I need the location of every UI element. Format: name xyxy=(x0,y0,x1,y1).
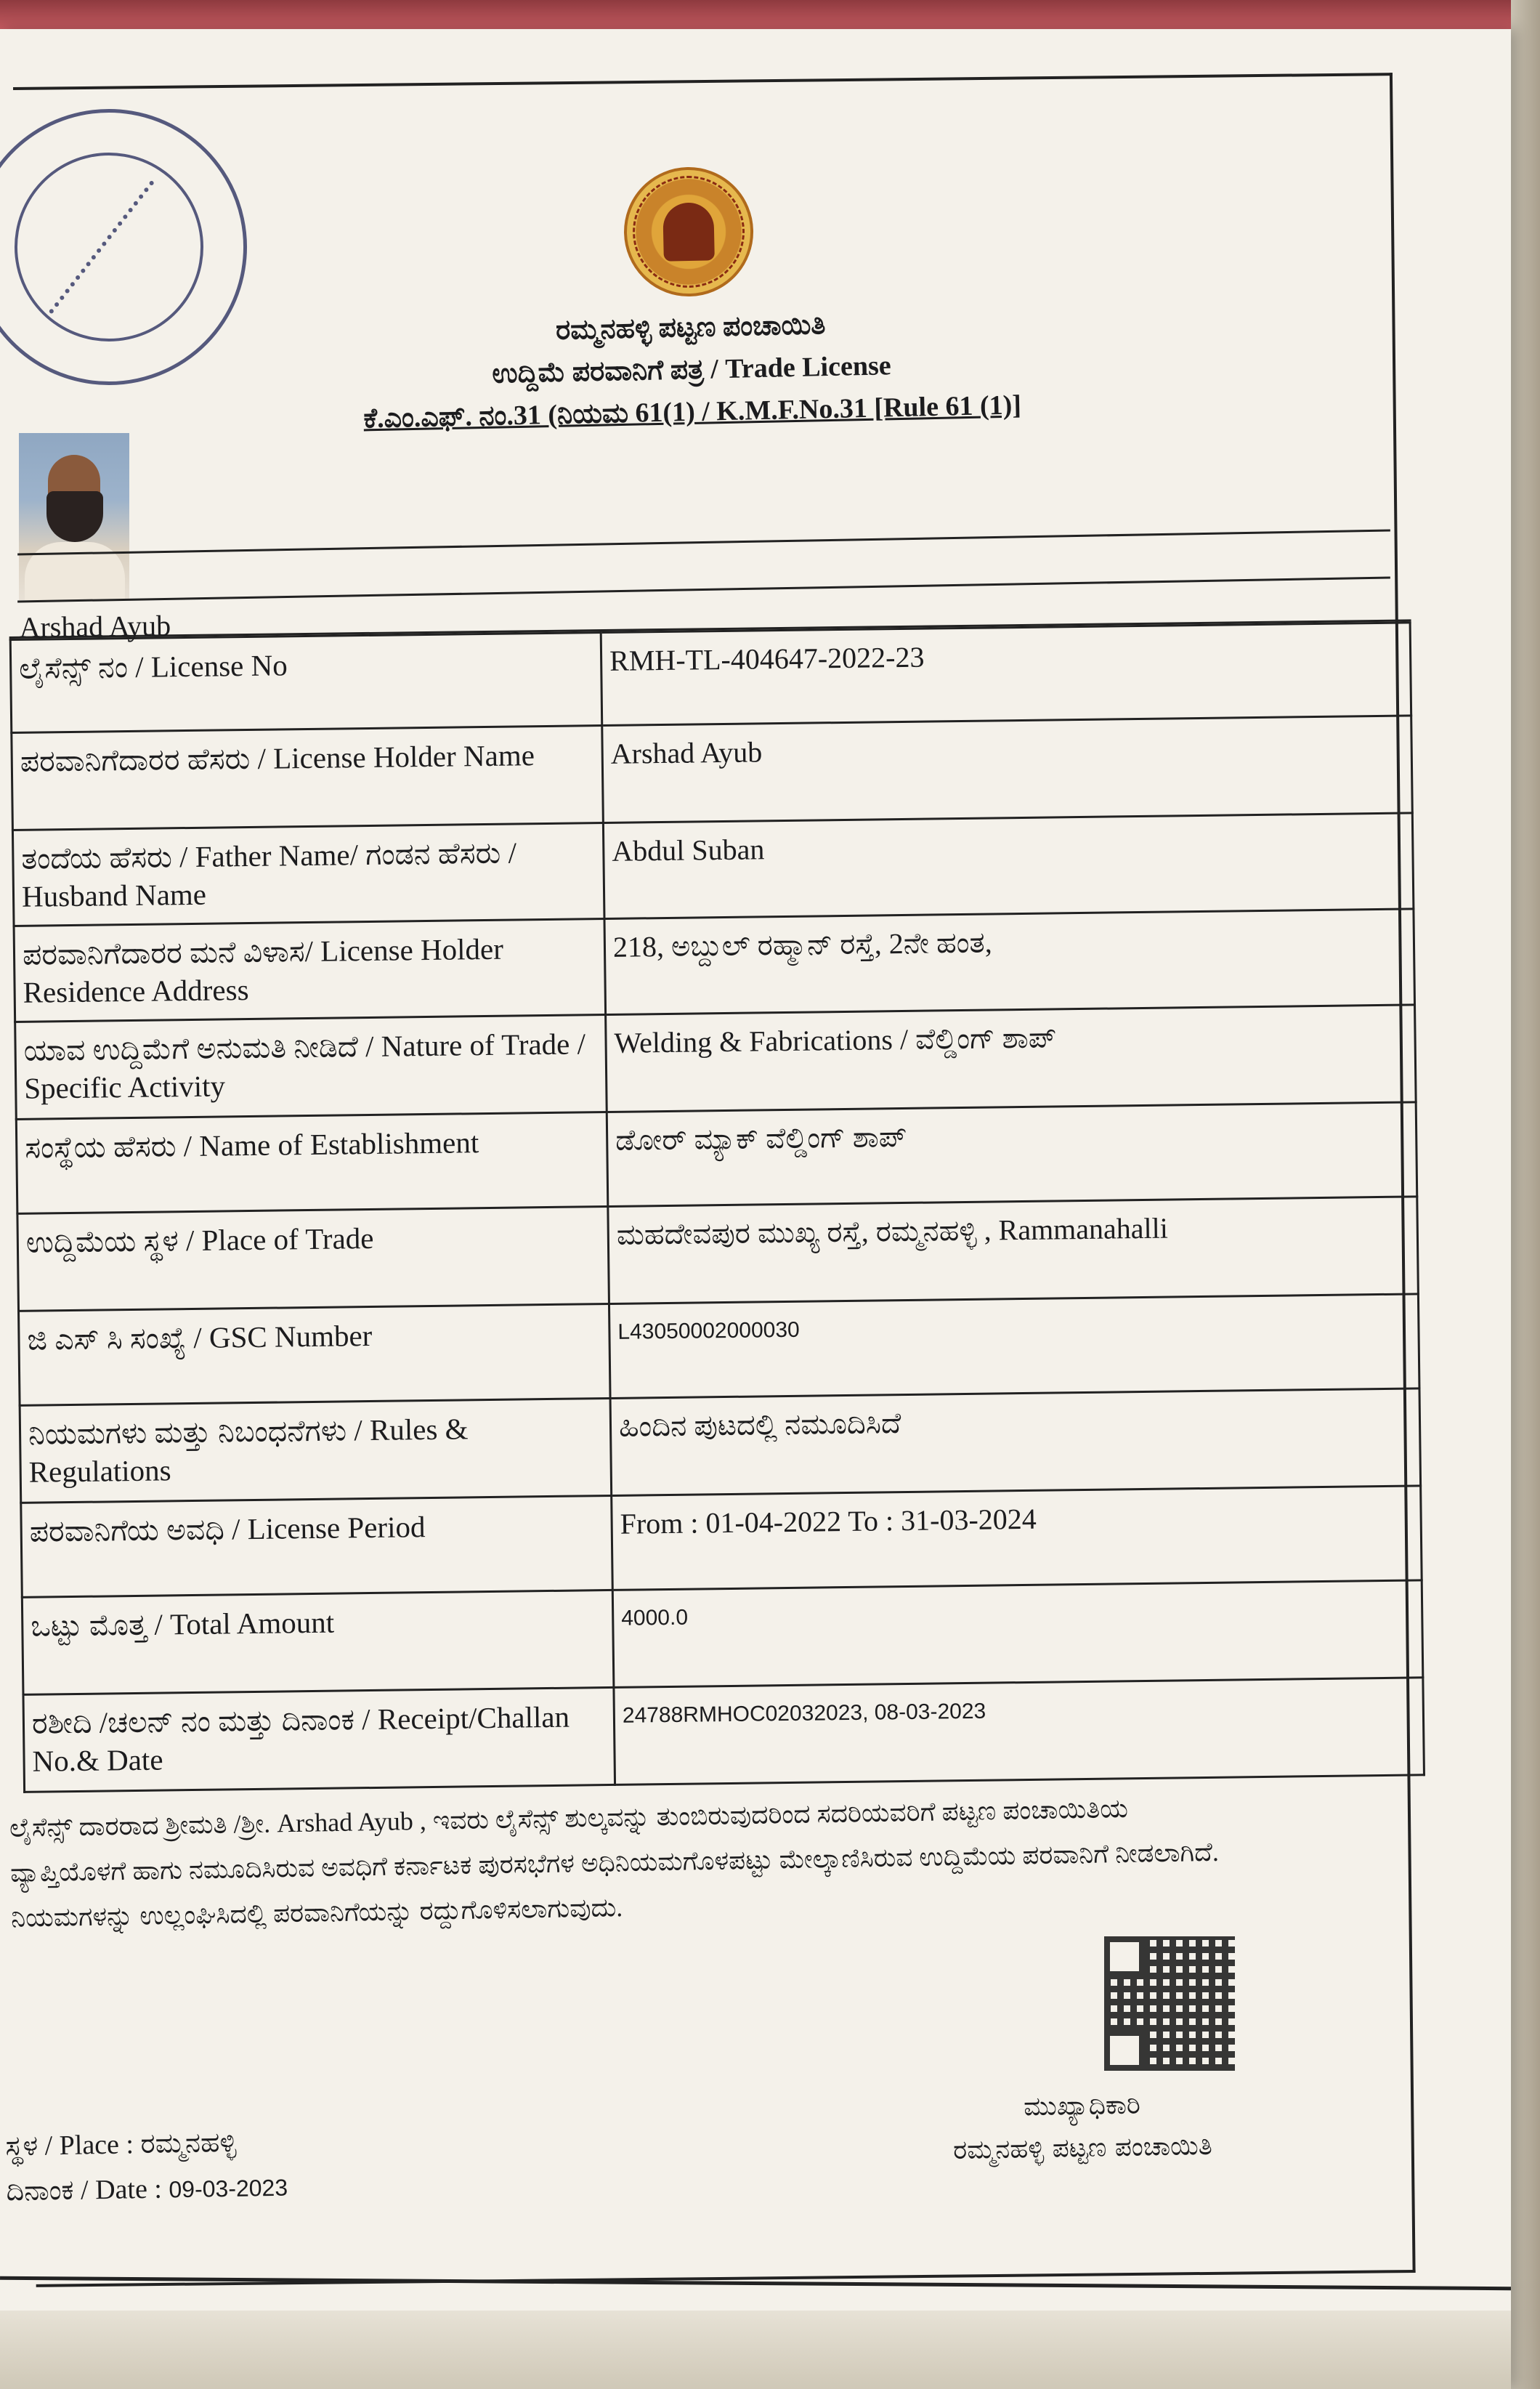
table-row xyxy=(16,1102,1417,1214)
license-period-value: From : 01-04-2022 To : 31-03-2024 xyxy=(612,1486,1422,1590)
footer-place-date xyxy=(5,2119,288,2215)
place-value: ರಮ್ಮನಹಳ್ಳಿ xyxy=(140,2127,237,2160)
row-label: ಲೈಸೆನ್ಸ್ ನಂ / License No xyxy=(10,633,602,733)
holder-name-strip: Arshad Ayub xyxy=(9,578,1411,639)
table-row xyxy=(21,1486,1422,1598)
row-label: ಒಟ್ಟು ಮೊತ್ತ / Total Amount xyxy=(22,1590,614,1694)
place-label: ಸ್ಥಳ / Place : xyxy=(5,2129,134,2162)
qr-code-icon xyxy=(1104,1936,1235,2071)
page-bottom-edge xyxy=(0,2311,1511,2389)
license-declaration-text: ಲೈಸೆನ್ಸ್ ದಾರರಾದ ಶ್ರೀಮತಿ /ಶ್ರೀ. Arshad Ayub , ಇವರು ಲೈಸೆನ್ಸ್ ಶುಲ್ಕವನ್ನು ತುಂಬಿರುವುದರಿಂದ ಸದರಿಯವರಿಗೆ ಪಟ್ಟಣ ಪಂಚಾಯಿತಿಯ ವ್ಯಾಪ್ತಿಯೊಳಗೆ ಹಾಗು ನಮೂದಿಸಿರುವ ಅವಧಿಗೆ ಕರ್ನಾಟಕ ಪುರಸಭೆಗಳ ಅಧಿನಿಯಮಗೊಳಪಟ್ಟು ಮೇಲ್ಕಾಣಿಸಿರುವ ಉದ್ದಿಮೆಯ ಪರವಾನಿಗೆ ನೀಡಲಾಗಿದೆ. ನಿಯಮಗಳನ್ನು ಉಲ್ಲಂಘಿಸಿದಲ್ಲಿ ಪರವಾನಿಗೆಯನ್ನು ರದ್ದುಗೊಳಿಸಲಾಗುವುದು. xyxy=(9,1793,1220,1933)
row-label: ಪರವಾನಿಗೆಯ ಅವಧಿ / License Period xyxy=(21,1495,613,1597)
license-number-value: RMH-TL-404647-2022-23 xyxy=(601,623,1411,726)
rules-value: ಹಿಂದಿನ ಪುಟದಲ್ಲಿ ನಮೂದಿಸಿದೆ xyxy=(610,1388,1421,1496)
father-name-value: Abdul Suban xyxy=(603,813,1414,919)
office-name: ರಮ್ಮನಹಳ್ಳಿ ಪಟ್ಟಣ ಪಂಚಾಯಿತಿ xyxy=(555,310,826,346)
license-holder-value: Arshad Ayub xyxy=(602,716,1413,823)
table-row xyxy=(17,1197,1418,1311)
row-label: ಸಂಸ್ಥೆಯ ಹೆಸರು / Name of Establishment xyxy=(16,1112,608,1213)
row-label: ರಶೀದಿ /ಚಲನ್ ನಂ ಮತ್ತು ದಿನಾಂಕ / Receipt/Challan No.& Date xyxy=(23,1687,615,1792)
karnataka-emblem-icon xyxy=(623,166,755,298)
row-label: ಜಿ ಎಸ್ ಸಿ ಸಂಖ್ಯೆ / GSC Number xyxy=(19,1303,611,1405)
form-reference: ಕೆ.ಎಂ.ಎಫ್. ನಂ.31 (ನಿಯಮ 61(1) / K.M.F.No.31 [Rule 61 (1)] xyxy=(363,389,1022,434)
document-title: ಉದ್ದಿಮೆ ಪರವಾನಿಗೆ ಪತ್ರ / Trade License xyxy=(491,350,892,389)
signatory-office: ರಮ್ಮನಹಳ್ಳಿ ಪಟ್ಟಣ ಪಂಚಾಯಿತಿ xyxy=(952,2130,1213,2166)
document-header xyxy=(288,159,1092,442)
receipt-challan-value: 24788RMHOC02032023, 08-03-2023 xyxy=(614,1678,1424,1785)
background-edge-top xyxy=(0,0,1511,29)
total-amount-value: 4000.0 xyxy=(612,1580,1423,1688)
row-label: ಯಾವ ಉದ್ದಿಮೆಗೆ ಅನುಮತಿ ನೀಡಿದೆ / Nature of Trade / Specific Activity xyxy=(15,1015,607,1120)
place-line xyxy=(5,2119,288,2170)
row-label: ನಿಯಮಗಳು ಮತ್ತು ನಿಬಂಧನೆಗಳು / Rules & Regulations xyxy=(20,1398,612,1503)
date-line xyxy=(6,2164,288,2215)
gsc-number-value: L43050002000030 xyxy=(609,1294,1419,1399)
table-row xyxy=(15,1005,1416,1120)
seal-inner-ring xyxy=(0,135,221,359)
table-row xyxy=(12,813,1413,926)
row-label: ಪರವಾನಿಗೆದಾರರ ಮನೆ ವಿಳಾಸ/ License Holder Residence Address xyxy=(14,919,606,1022)
date-value: 09-03-2023 xyxy=(169,2174,288,2203)
signatory-block xyxy=(900,2082,1265,2173)
residence-address-value: 218, ಅಬ್ದುಲ್ ರಹ್ಮಾನ್ ರಸ್ತೆ, 2ನೇ ಹಂತ, xyxy=(604,909,1415,1015)
place-of-trade-value: ಮಹದೇವಪುರ ಮುಖ್ಯ ರಸ್ತೆ, ರಮ್ಮನಹಳ್ಳಿ , Rammanahalli xyxy=(608,1197,1419,1304)
table-row xyxy=(12,716,1412,830)
table-row xyxy=(10,623,1411,733)
license-details-table xyxy=(9,578,1425,1792)
table-row xyxy=(22,1580,1422,1695)
signatory-title: ಮುಖ್ಯಾಧಿಕಾರಿ xyxy=(1023,2090,1141,2122)
nature-of-trade-value: Welding & Fabrications / ವೆಲ್ಡಿಂಗ್ ಶಾಪ್ xyxy=(606,1005,1417,1112)
row-label: ತಂದೆಯ ಹೆಸರು / Father Name/ ಗಂಡನ ಹೆಸರು / Husband Name xyxy=(12,823,604,926)
table-row xyxy=(23,1678,1424,1792)
establishment-name-value: ಡೋರ್ ಮ್ಯಾಕ್ ವೆಲ್ಡಿಂಗ್ ಶಾಪ್ xyxy=(607,1102,1417,1207)
row-label: ಉದ್ದಿಮೆಯ ಸ್ಥಳ / Place of Trade xyxy=(17,1206,609,1311)
row-label: ಪರವಾನಿಗೆದಾರರ ಹೆಸರು / License Holder Name xyxy=(12,726,604,830)
holder-photo xyxy=(19,433,129,600)
background-edge-right xyxy=(1511,0,1540,2389)
table-row xyxy=(20,1388,1420,1503)
date-label: ದಿನಾಂಕ / Date : xyxy=(6,2173,163,2207)
table-row xyxy=(19,1294,1419,1406)
table-row xyxy=(14,909,1414,1022)
